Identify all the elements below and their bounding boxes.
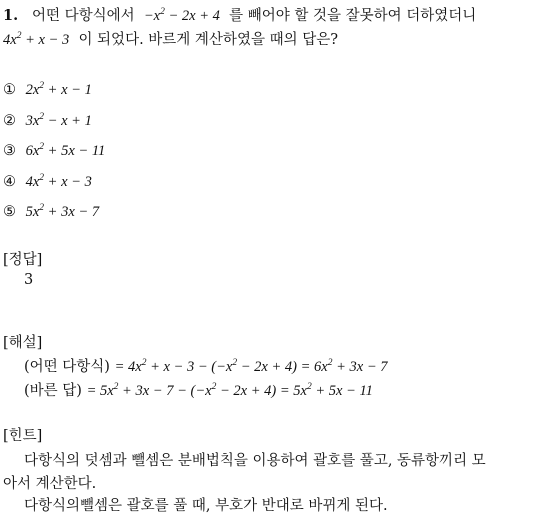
choice-mark: ①: [3, 82, 16, 98]
answer-value: 3: [24, 272, 34, 288]
choice-expression: $5x^2 + 3x - 7$: [25, 203, 100, 220]
question-text-2: 이 되었다. 바르게 계산하였을 때의 답은?: [78, 32, 338, 48]
choice-4[interactable]: [3, 174, 92, 191]
solution-label-2: (바른 답): [24, 383, 82, 399]
choice-expression: $6x^2 + 5x - 11$: [25, 142, 106, 159]
choice-expression: $4x^2 + x - 3$: [25, 173, 92, 190]
hint-heading: [힌트]: [3, 428, 43, 444]
choice-expression: $2x^2 + x - 1$: [25, 81, 92, 98]
choice-5[interactable]: [3, 204, 99, 221]
solution-line-1: [24, 355, 387, 376]
solution-expression-1: = $4x^2 + x - 3 - (-x^2 - 2x + 4) = 6x^2 + 3x - 7$: [114, 358, 388, 375]
question-line-2: [3, 28, 338, 49]
solution-line-2: [24, 379, 373, 400]
hint-line-3: 다항식의뺄셈은 괄호를 풀 때, 부호가 반대로 바뀌게 된다.: [24, 498, 388, 514]
question-line-1: [3, 4, 476, 25]
choice-2[interactable]: [3, 113, 92, 130]
solution-expression-2: = $5x^2 + 3x - 7 - (-x^2 - 2x + 4) = 5x^2 + 5x - 11$: [86, 382, 373, 399]
question-expression-2: $4x^2 + x - 3$: [3, 31, 70, 48]
question-expression-1: $-x^2 - 2x + 4$: [143, 7, 220, 24]
hint-line-1: 다항식의 덧셈과 뺄셈은 분배법칙을 이용하여 괄호를 풀고, 동류항끼리 모: [24, 453, 486, 469]
question-text-prefix: 어떤 다항식에서: [31, 8, 135, 24]
choice-mark: ②: [3, 113, 16, 129]
choice-expression: $3x^2 - x + 1$: [25, 112, 92, 129]
choice-mark: ⑤: [3, 204, 16, 220]
question-text-suffix: 를 빼어야 할 것을 잘못하여 더하였더니: [229, 8, 477, 24]
solution-heading: [해설]: [3, 335, 43, 351]
hint-line-2: 아서 계산한다.: [3, 476, 97, 492]
choice-mark: ③: [3, 143, 16, 159]
choice-mark: ④: [3, 174, 16, 190]
answer-heading: [정답]: [3, 252, 43, 268]
choice-3[interactable]: [3, 143, 105, 160]
solution-label-1: (어떤 다항식): [24, 359, 110, 375]
question-number: 1.: [3, 7, 19, 24]
choice-1[interactable]: [3, 82, 92, 99]
